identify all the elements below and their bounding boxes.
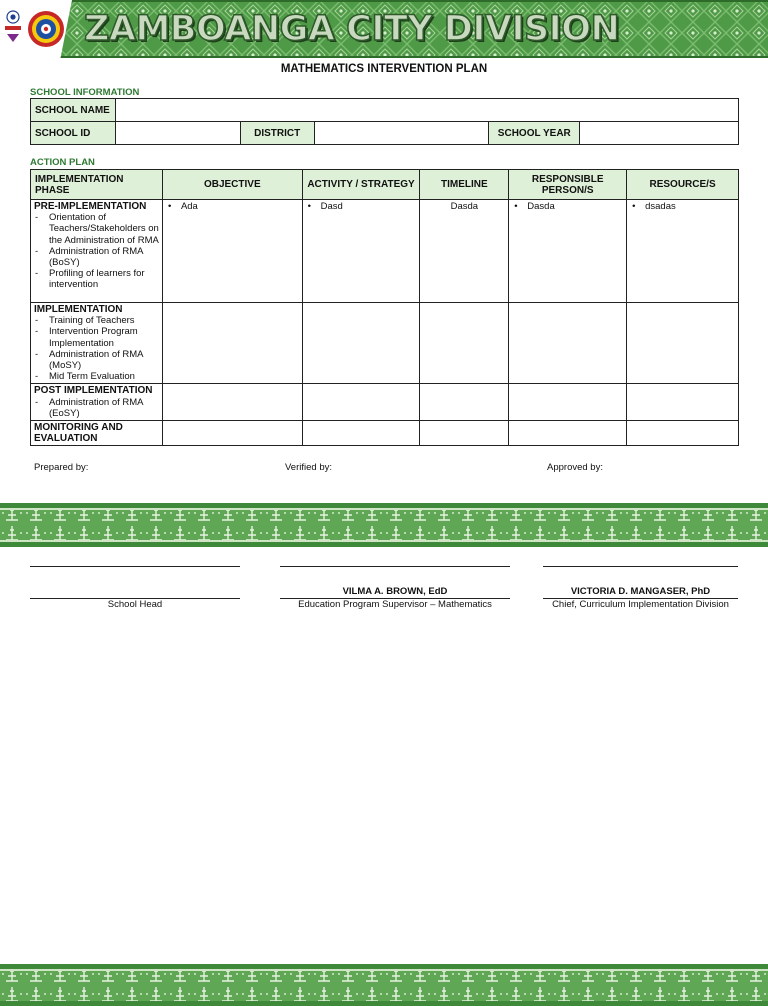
list-item: - Training of Teachers: [34, 315, 159, 326]
list-item: • dsadas: [630, 201, 735, 212]
school-year-field[interactable]: [580, 122, 739, 145]
list-item: - Administration of RMA (MoSY): [34, 349, 159, 371]
signature-line: [280, 566, 510, 567]
column-header: ACTIVITY / STRATEGY: [302, 170, 420, 200]
list-item: - Intervention Program Implementation: [34, 326, 159, 348]
table-header-row: [31, 170, 739, 200]
phase-cell: [31, 421, 163, 446]
school-id-field[interactable]: [115, 122, 240, 145]
timeline-cell[interactable]: [420, 421, 509, 446]
table-row: [31, 421, 739, 446]
timeline-text: Dasda: [450, 201, 479, 212]
phase-cell: [31, 303, 163, 384]
verified-by-label: Verified by:: [285, 462, 332, 473]
resources-cell[interactable]: [627, 303, 739, 384]
responsible-cell[interactable]: [509, 384, 627, 421]
school-id-label: SCHOOL ID: [31, 122, 116, 145]
prepared-by-title: School Head: [107, 599, 163, 610]
table-row: [31, 384, 739, 421]
phase-items: [34, 397, 159, 419]
verified-by-name: VILMA A. BROWN, EdD: [342, 586, 448, 597]
responsible-cell[interactable]: [509, 303, 627, 384]
phase-items: [34, 212, 159, 290]
list-item: - Administration of RMA (BoSY): [34, 246, 159, 268]
school-name-label: SCHOOL NAME: [31, 99, 116, 122]
activity-cell[interactable]: [302, 303, 420, 384]
column-header: OBJECTIVE: [162, 170, 302, 200]
list-item: - Orientation of Teachers/Stakeholders on the Administration of RMA: [34, 212, 159, 246]
phase-title: MONITORING AND EVALUATION: [34, 422, 123, 445]
list-item: - Mid Term Evaluation: [34, 371, 159, 382]
division-seal-icon: [27, 10, 65, 48]
objective-cell[interactable]: [162, 421, 302, 446]
column-header: TIMELINE: [420, 170, 509, 200]
activity-cell[interactable]: [302, 200, 420, 303]
column-header: RESPONSIBLE PERSON/S: [509, 170, 627, 200]
district-label: DISTRICT: [240, 122, 314, 145]
list-item: • Dasda: [512, 201, 623, 212]
timeline-cell[interactable]: [420, 384, 509, 421]
deped-logo-icon: [4, 10, 22, 46]
list-item: - Profiling of learners for intervention: [34, 268, 159, 290]
school-info-table: [30, 98, 739, 145]
responsible-cell[interactable]: [509, 200, 627, 303]
signature-line: [543, 566, 738, 567]
action-plan-table: [30, 169, 739, 446]
approved-by-name: VICTORIA D. MANGASER, PhD: [570, 586, 711, 597]
school-name-field[interactable]: [115, 99, 738, 122]
approved-by-title: Chief, Curriculum Implementation Division: [552, 599, 729, 610]
phase-title: PRE-IMPLEMENTATION: [34, 201, 147, 212]
prepared-by-label: Prepared by:: [34, 462, 89, 473]
phase-items: [34, 315, 159, 382]
column-header: RESOURCE/S: [627, 170, 739, 200]
decorative-border-strip: [0, 503, 768, 547]
footer-border-strip: [0, 964, 768, 1006]
document-title: MATHEMATICS INTERVENTION PLAN: [280, 63, 488, 75]
responsible-cell[interactable]: [509, 421, 627, 446]
signature-line: [30, 566, 240, 567]
phase-cell: [31, 384, 163, 421]
verified-by-title: Education Program Supervisor – Mathematics: [298, 599, 492, 610]
timeline-cell[interactable]: [420, 303, 509, 384]
action-plan-label: ACTION PLAN: [30, 157, 95, 168]
table-row: [31, 200, 739, 303]
resources-cell[interactable]: [627, 421, 739, 446]
list-item: • Ada: [166, 201, 299, 212]
timeline-cell[interactable]: [420, 200, 509, 303]
phase-title: IMPLEMENTATION: [34, 304, 123, 315]
list-item: • Dasd: [306, 201, 417, 212]
approved-by-label: Approved by:: [547, 462, 603, 473]
school-info-label: SCHOOL INFORMATION: [30, 87, 140, 98]
banner-title: ZAMBOANGA CITY DIVISION: [84, 9, 620, 49]
column-header: IMPLEMENTATION PHASE: [31, 170, 163, 200]
phase-cell: [31, 200, 163, 303]
school-year-label: SCHOOL YEAR: [489, 122, 580, 145]
resources-cell[interactable]: [627, 200, 739, 303]
header-banner: [0, 0, 768, 58]
resources-cell[interactable]: [627, 384, 739, 421]
activity-cell[interactable]: [302, 384, 420, 421]
objective-cell[interactable]: [162, 384, 302, 421]
activity-cell[interactable]: [302, 421, 420, 446]
district-field[interactable]: [314, 122, 489, 145]
objective-cell[interactable]: [162, 200, 302, 303]
phase-title: POST IMPLEMENTATION: [34, 385, 153, 397]
table-row: [31, 303, 739, 384]
objective-cell[interactable]: [162, 303, 302, 384]
list-item: - Administration of RMA (EoSY): [34, 397, 159, 419]
